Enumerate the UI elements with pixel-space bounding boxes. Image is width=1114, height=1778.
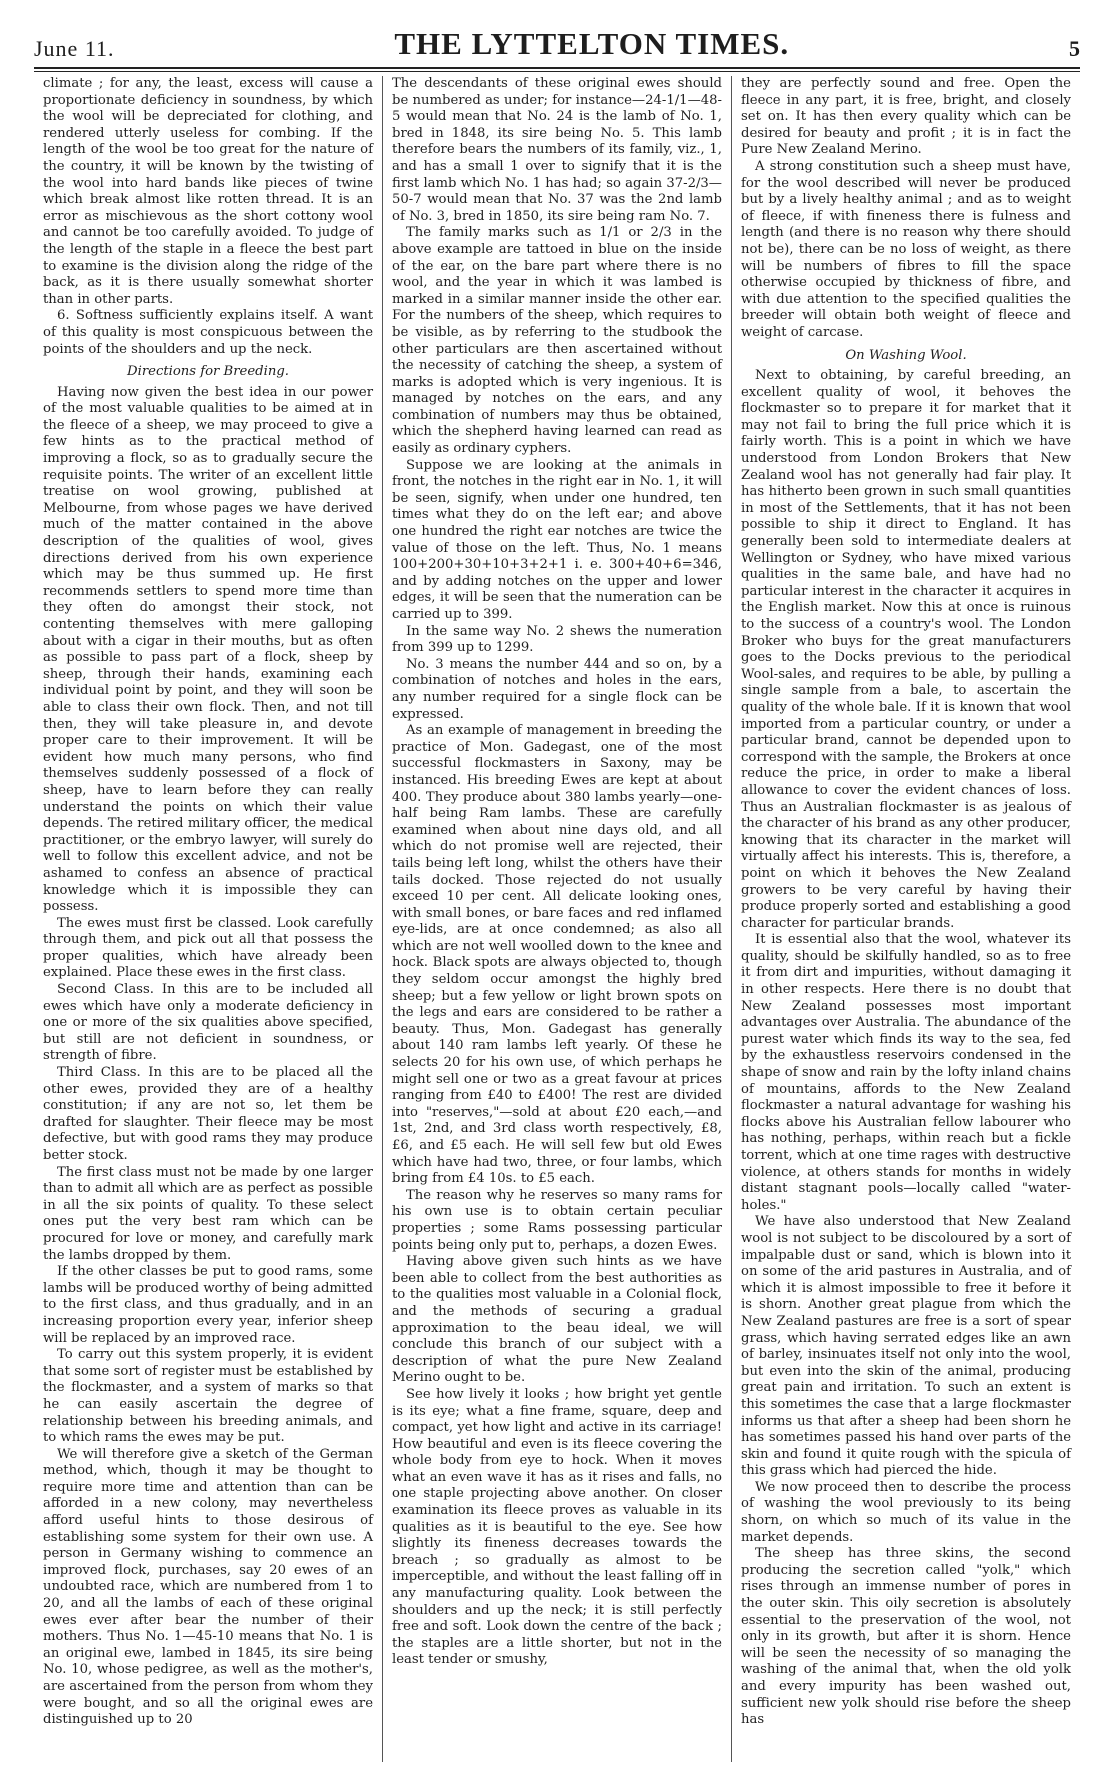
paragraph: The sheep has three skins, the second producing the secretion called "yolk," which rises through an immense number of pores in the outer skin. This oily secretion is absolutely essential to the preservation of the wool, not only in its growth, but after it is shorn. Hence will be seen the necessity of so managing the washing of the animal that, when the old yolk and every impurity has been washed out, sufficient new yolk should rise before the sheep has (741, 1546, 1071, 1728)
paragraph: As an example of management in breeding the practice of Mon. Gadegast, one of the most successful flockmasters in Saxony, may be instanced. His breeding Ewes are kept at about 400. They produce about 380 lambs yearly—one-half being Ram lambs. These are carefully examined when about nine days old, and all which do not promise well are rejected, their tails being left long, whilst the others have their tails docked. Those rejected do not usually exceed 10 per cent. All delicate looking ones, with small bones, or bare faces and red inflamed eye-lids, are at once condemned; as also all which are not well woolled down to the knee and hock. Black spots are always objected to, though they seldom occur amongst the highly bred sheep; but a few yellow or light brown spots on the legs and ears are considered to be rather a beauty. Thus, Mon. Gadegast has generally about 140 ram lambs left yearly. Of these he selects 20 for his own use, of which perhaps he might sell one or two as a great favour at prices ranging from £40 to £400! The rest are divided into "reserves,"—sold at about £20 each,—and 1st, 2nd, and 3rd class worth respectively, £8, £6, and £5 each. He will sell few but old Ewes which have had two, three, or four lambs, which bring from £4 10s. to £5 each. (392, 723, 722, 1187)
paragraph: In the same way No. 2 shews the numeration from 399 up to 1299. (392, 623, 722, 656)
paragraph: To carry out this system properly, it is evident that some sort of register must be established by the flockmaster, and a system of marks so that he can easily ascertain the degree of relationship between his breeding animals, and to which rams the ewes may be put. (43, 1347, 373, 1446)
section-heading: Directions for Breeding. (127, 364, 289, 380)
paragraph: We have also understood that New Zealand wool is not subject to be discoloured by a sort of impalpable dust or sand, which is blown into it on some of the arid pastures in Australia, and of which it is almost impossible to free it before it is shorn. Another great plague from which the New Zealand pastures are free is a sort of spear grass, which having serrated edges like an awn of barley, insinuates itself not only into the wool, but even into the skin of the animal, producing great pain and irritation. To such an extent is this sometimes the case that a large flockmaster informs us that after a sheep had been shorn he has sometimes passed his hand over parts of the skin and found it quite rough with the spicula of this grass which had pierced the hide. (741, 1214, 1071, 1479)
paragraph: Having above given such hints as we have been able to collect from the best authorities as to the qualities most valuable in a Colonial flock, and the methods of securing a gradual approximation to the beau ideal, we will conclude this branch of our subject with a description of what the pure New Zealand Merino ought to be. (392, 1254, 722, 1386)
column-1 (34, 76, 382, 1762)
paragraph: It is essential also that the wool, whatever its quality, should be skilfully handled, so as to free it from dirt and impurities, without damaging it in other respects. Here there is no doubt that New Zealand possesses most important advantages over Australia. The abundance of the purest water which finds its way to the sea, fed by the exhaustless reservoirs condensed in the shape of snow and rain by the lofty inland chains of mountains, affords to the New Zealand flockmaster a natural advantage for washing his flocks above his Australian fellow labourer who has nothing, perhaps, within reach but a fickle torrent, which at one time rages with destructive violence, at others stands for months in widely distant stagnant pools—locally called "water-holes." (741, 932, 1071, 1213)
paragraph: The family marks such as 1/1 or 2/3 in the above example are tattoed in blue on the inside of the ear, on the bare part where there is no wool, and the year in which it was lambed is marked in a similar manner inside the other ear. For the numbers of the sheep, which requires to be visible, as by referring to the studbook the other particulars are then ascertained without the necessity of catching the sheep, a system of marks is adopted which is very ingenious. It is managed by notches on the ears, and any combination of numbers may thus be obtained, which the shepherd having learned can read as easily as ordinary cyphers. (392, 225, 722, 457)
paragraph: If the other classes be put to good rams, some lambs will be produced worthy of being admitted to the first class, and thus gradually, and in an increasing proportion every year, inferior sheep will be replaced by an improved race. (43, 1264, 373, 1346)
paragraph: A strong constitution such a sheep must have, for the wool described will never be produced but by a lively healthy animal ; and as to weight of fleece, if with fineness there is fulness and length (and there is no reason why there should not be), there can be no loss of weight, as there will be numbers of fibres to fill the space otherwise occupied by thickness of fibre, and with due attention to the specified qualities the breeder will obtain both weight of fleece and weight of carcase. (741, 158, 1071, 340)
column-2 (382, 76, 731, 1762)
issue-date: June 11. (34, 36, 115, 61)
paragraph: The first class must not be made by one larger than to admit all which are as perfect as possible in all the six points of quality. To these select ones put the very best ram which can be procured for love or money, and carefully mark the lambs dropped by them. (43, 1164, 373, 1263)
header-rule (34, 67, 1080, 69)
paragraph: they are perfectly sound and free. Open the fleece in any part, it is free, bright, and closely set on. It has then every quality which can be desired for beauty and profit ; it is in fact the Pure New Zealand Merino. (741, 76, 1071, 158)
section-heading: On Washing Wool. (845, 347, 967, 363)
paragraph: We will therefore give a sketch of the German method, which, though it may be thought to require more time and attention than can be afforded in a new colony, may nevertheless afford useful hints to those desirous of establishing some system for their own use. A person in Germany wishing to commence an improved flock, purchases, say 20 ewes of an undoubted race, which are numbered from 1 to 20, and all the lambs of each of these original ewes ever after bear the number of their mothers. Thus No. 1—45-10 means that No. 1 is an original ewe, lambed in 1845, its sire being No. 10, whose pedigree, as well as the mother's, are ascertained from the person from whom they were bought, and so all the original ewes are distinguished up to 20 (43, 1446, 373, 1728)
header-rule-thin (34, 71, 1080, 72)
paragraph: Suppose we are looking at the animals in front, the notches in the right ear in No. 1, it will be seen, signify, when under one hundred, ten times what they do on the left ear; and above one hundred the right ear notches are twice the value of those on the left. Thus, No. 1 means 100+200+30+10+3+2+1 i. e. 300+40+6=346, and by adding notches on the upper and lower edges, it will be seen that the numeration can be carried up to 399. (392, 457, 722, 622)
paragraph: Having now given the best idea in our power of the most valuable qualities to be aimed at in the fleece of a sheep, we may proceed to give a few hints as to the practical method of improving a flock, so as to gradually secure the requisite points. The writer of an excellent little treatise on wool growing, published at Melbourne, from whose pages we have derived much of the matter contained in the above description of the qualities of wool, gives directions derived from his own experience which may be thus summed up. He first recommends settlers to spend more time than they often do amongst their stock, not contenting themselves with mere galloping about with a cigar in their mouths, but as often as possible to pass part of a flock, sheep by sheep, through their hands, examining each individual point by point, and they will soon be able to class their own flock. Then, and not till then, they will take pleasure in, and devote proper care to their improvement. It will be evident how much many persons, who find themselves suddenly possessed of a flock of sheep, have to learn before they can really understand the points on which their value depends. The retired military officer, the medical practitioner, or the embryo lawyer, will surely do well to follow this excellent advice, and not be ashamed to confess an absence of practical knowledge which it is impossible they can possess. (43, 384, 373, 915)
paragraph: No. 3 means the number 444 and so on, by a combination of notches and holes in the ears, any number required for a single flock can be expressed. (392, 656, 722, 722)
paragraph: We now proceed then to describe the process of washing the wool previously to its being shorn, on which so much of its value in the market depends. (741, 1479, 1071, 1545)
paragraph: 6. Softness sufficiently explains itself. A want of this quality is most conspicuous between the points of the shoulders and up the neck. (43, 308, 373, 357)
column-3 (731, 76, 1080, 1762)
paragraph: climate ; for any, the least, excess will cause a proportionate deficiency in soundness, by which the wool will be depreciated for clothing, and rendered utterly useless for combing. If the length of the wool be too great for the nature of the country, it will be known by the twisting of the wool into hard bands like pieces of twine which break almost like rotten thread. It is an error as mischievous as the short cottony wool and cannot be too carefully avoided. To judge of the length of the staple in a fleece the best part to examine is the division along the ridge of the back, as it is there usually somewhat shorter than in other parts. (43, 76, 373, 307)
paragraph: The ewes must first be classed. Look carefully through them, and pick out all that possess the proper qualities, which have already been explained. Place these ewes in the first class. (43, 915, 373, 981)
paragraph: Next to obtaining, by careful breeding, an excellent quality of wool, it behoves the flockmaster so to prepare it for market that it may not fail to bring the full price which it is fairly worth. This is a point in which we have understood from London Brokers that New Zealand wool has not generally had fair play. It has hitherto been grown in such small quantities in most of the Settlements, that it has not been possible to ship it direct to England. It has generally been sold to intermediate dealers at Wellington or Sydney, who have mixed various qualities in the same bale, and have had no particular interest in the character it acquires in the English market. Now this at once is ruinous to the success of a country's wool. The London Broker who buys for the great manufacturers goes to the Docks previous to the periodical Wool-sales, and requires to be able, by pulling a single sample from a bale, to ascertain the quality of the whole bale. If it is known that wool imported from a particular country, or under a particular brand, cannot be depended upon to correspond with the sample, the Brokers at once reduce the price, in order to make a liberal allowance to cover the evident chances of loss. Thus an Australian flockmaster is as jealous of the character of his brand as any other producer, knowing that its character in the market will virtually affect his interests. This is, therefore, a point on which it behoves the New Zealand growers to be very careful by having their produce properly sorted and establishing a good character for particular brands. (741, 368, 1071, 931)
paragraph: Third Class. In this are to be placed all the other ewes, provided they are of a healthy constitution; if any are not so, let them be drafted for slaughter. Their fleece may be most defective, but with good rams they may produce better stock. (43, 1065, 373, 1163)
newspaper-title: THE LYTTELTON TIMES. (394, 26, 790, 61)
page-number: 5 (1068, 36, 1080, 61)
paragraph: See how lively it looks ; how bright yet gentle is its eye; what a fine frame, square, deep and compact, yet how light and active in its carriage! How beautiful and even is its fleece covering the whole body from eye to hock. When it moves what an even wave it has as it rises and falls, no one staple projecting above another. On closer examination its fleece proves as valuable in its qualities as it is beautiful to the eye. See how slightly its fineness decreases towards the breach ; so gradually as almost to be imperceptible, and without the least falling off in any manufacturing quality. Look between the shoulders and up the neck; it is still perfectly free and soft. Look down the centre of the back ; the staples are a little shorter, but not in the least tender or smushy, (392, 1386, 722, 1668)
masthead-bar (34, 22, 1080, 62)
article-columns (34, 76, 1080, 1762)
paragraph: The reason why he reserves so many rams for his own use is to obtain certain peculiar properties ; some Rams possessing particular points being only put to, perhaps, a dozen Ewes. (392, 1187, 722, 1253)
paragraph: Second Class. In this are to be included all ewes which have only a moderate deficiency in one or more of the six qualities above specified, but still are not deficient in soundness, or strength of fibre. (43, 982, 373, 1064)
paragraph: The descendants of these original ewes should be numbered as under; for instance—24-1/1—48-5 would mean that No. 24 is the lamb of No. 1, bred in 1848, its sire being No. 5. This lamb therefore bears the numbers of its family, viz., 1, and has a small 1 over to signify that it is the first lamb which No. 1 has had; so again 37-2/3—50-7 would mean that No. 37 was the 2nd lamb of No. 3, bred in 1850, its sire being ram No. 7. (392, 76, 722, 224)
